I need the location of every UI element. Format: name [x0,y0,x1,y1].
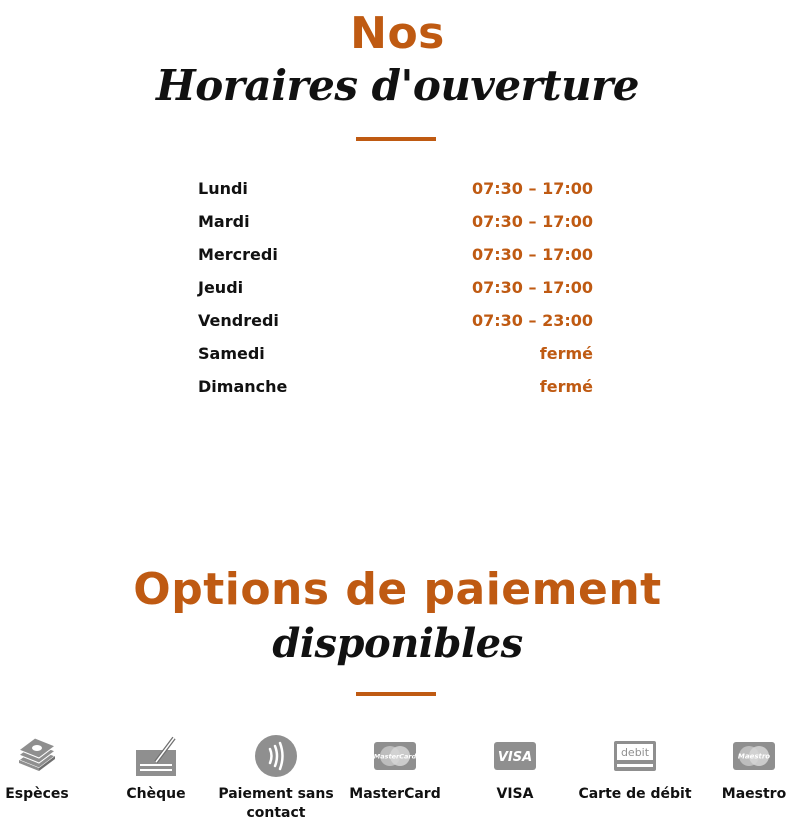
visa-icon-text: VISA [497,750,533,765]
time-value: 07:30 – 17:00 [472,179,593,198]
time-value: fermé [539,344,593,363]
hours-row-jeudi [198,271,593,304]
payment-label: Espèces [5,786,69,802]
time-value: 07:30 – 17:00 [472,212,593,231]
hours-row-mardi [198,205,593,238]
payment-label: VISA [496,786,534,802]
payment-label: Maestro [721,786,787,802]
hours-row-vendredi [198,304,593,337]
payment-option-maestro [694,734,795,804]
contactless-icon [254,734,298,778]
payment-subtitle: disponibles [272,620,523,667]
day-label: Jeudi [198,278,244,297]
debit-card-icon [613,734,657,778]
hours-row-samedi [198,337,593,370]
hours-subtitle: Horaires d'ouverture [156,61,639,110]
visa-icon [493,734,537,778]
day-label: Lundi [198,179,248,198]
debit-icon-text: debit [620,746,650,759]
payment-title: Options de paiement [133,564,662,615]
payment-option-contactless [216,734,336,823]
mastercard-icon-text: MasterCard [373,752,417,761]
day-label: Mercredi [198,245,278,264]
hours-row-dimanche [198,370,593,403]
time-value: 07:30 – 17:00 [472,245,593,264]
hours-row-lundi [198,172,593,205]
payment-option-debit [575,734,695,804]
hours-divider [356,137,436,141]
maestro-icon [732,734,776,778]
payment-label: Chèque [126,786,186,802]
cheque-icon [134,734,178,778]
day-label: Mardi [198,212,250,231]
day-label: Dimanche [198,377,288,396]
payment-label: Carte de débit [578,786,692,802]
payment-label: Paiement sans contact [218,786,334,821]
time-value: 07:30 – 23:00 [472,311,593,330]
time-value: 07:30 – 17:00 [472,278,593,297]
mastercard-icon [373,734,417,778]
payment-option-cheque [96,734,216,804]
day-label: Vendredi [198,311,279,330]
time-value: fermé [539,377,593,396]
hours-row-mercredi [198,238,593,271]
payment-option-mastercard [335,734,455,804]
maestro-icon-text: Maestro [737,752,771,761]
payment-option-visa [455,734,575,804]
cash-icon [15,734,59,778]
opening-hours-table [198,172,593,403]
payment-label: MasterCard [349,786,441,802]
payment-option-cash [0,734,97,804]
payment-divider [356,692,436,696]
day-label: Samedi [198,344,265,363]
hours-title: Nos [350,8,445,59]
